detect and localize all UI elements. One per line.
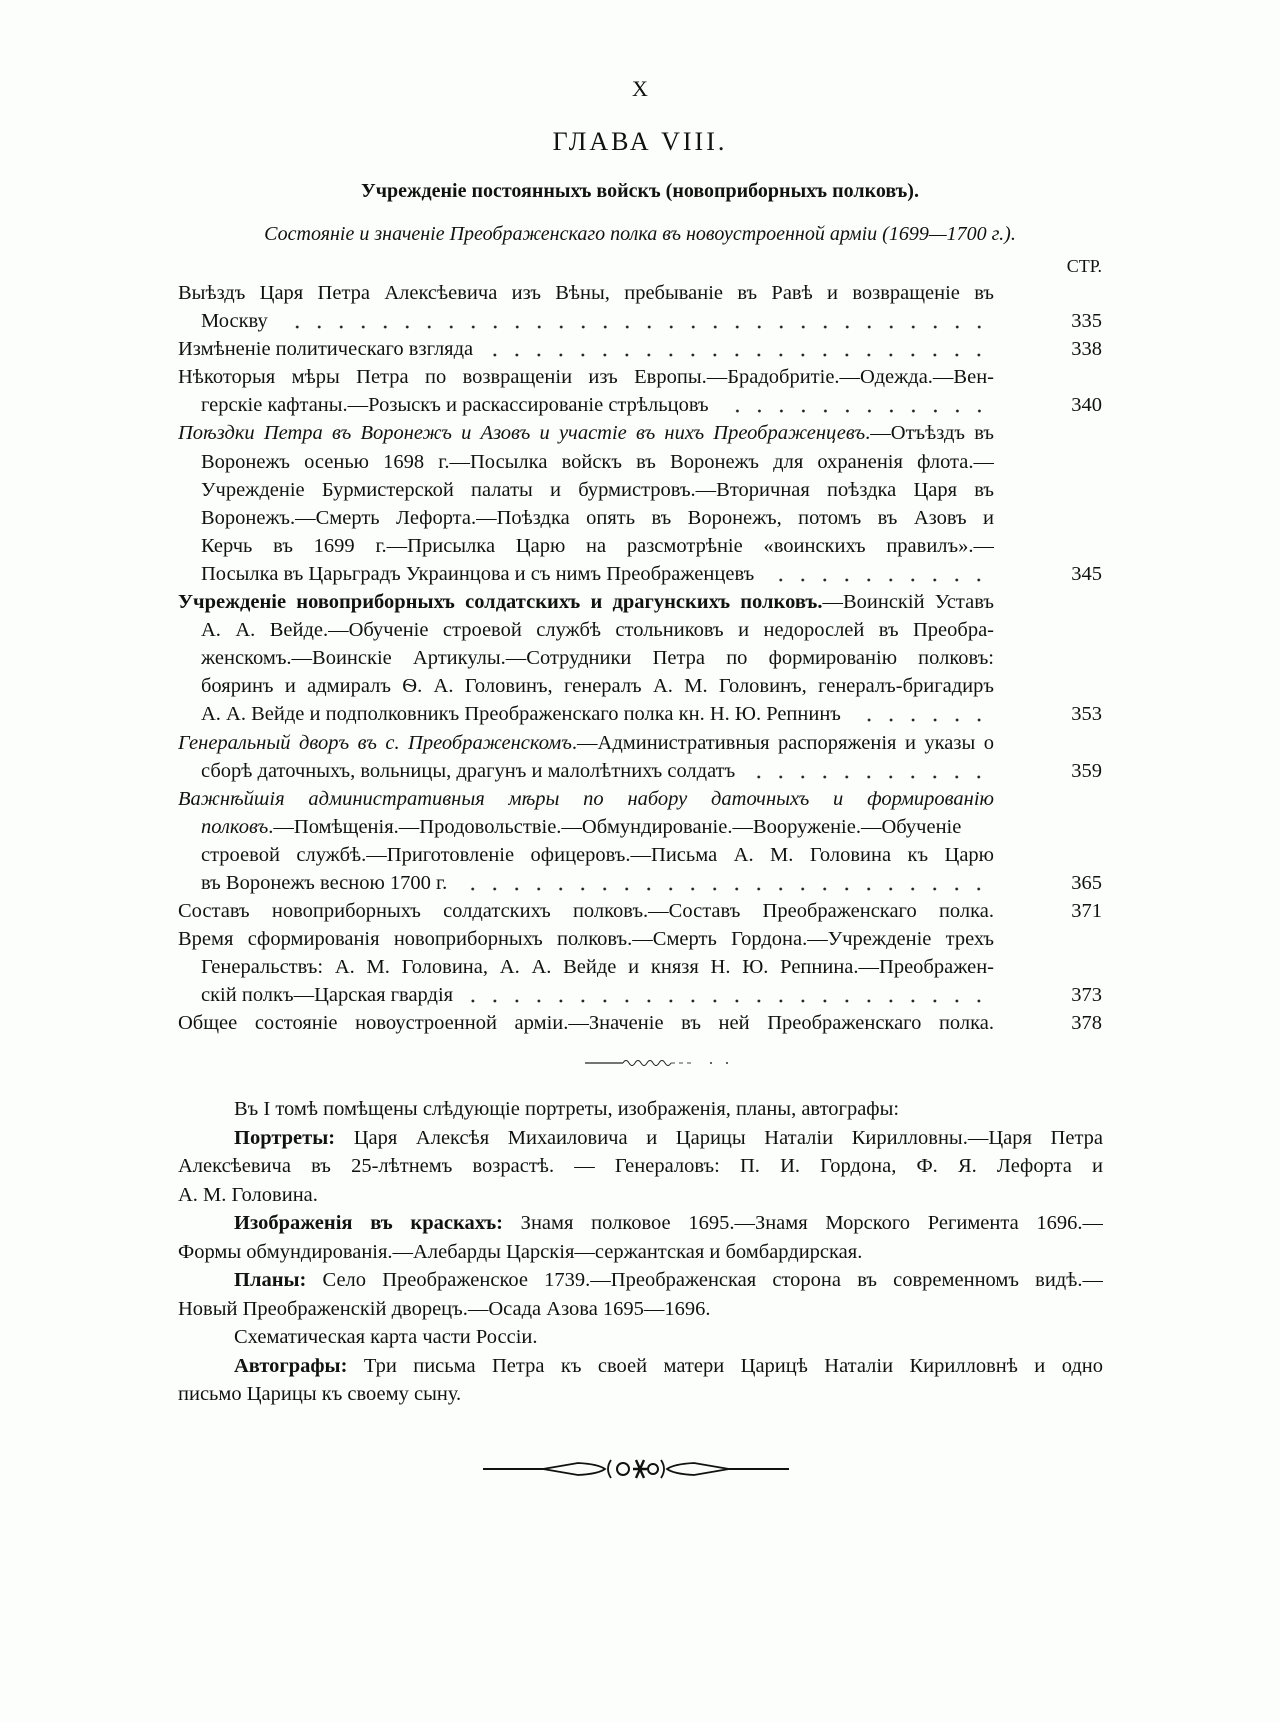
entry-text: Учрежденіе Бурмистерской палаты и бурмистровъ.—Вторичная поѣздка Царя въ xyxy=(201,478,994,501)
entry-text: женскомъ.—Воинскіе Артикулы.—Сотрудники Петра по формированію полковъ: xyxy=(201,647,994,670)
paragraph-line xyxy=(178,1181,1103,1210)
toc-line-text xyxy=(201,869,447,897)
entry-text: Измѣненіе политическаго взгляда xyxy=(178,338,474,361)
entry-text: Посылка въ Царьградъ Украинцова и съ нимъ Преображенцевъ xyxy=(201,562,755,585)
illustrations-paragraph xyxy=(178,1352,1103,1409)
italic-heading-text: полковъ xyxy=(201,815,269,838)
toc-line xyxy=(178,925,1102,953)
entry-text: Генеральствъ: А. М. Головина, А. А. Вейде и князя Н. Ю. Репнина.—Преображен- xyxy=(201,956,994,979)
dot-leader xyxy=(851,700,990,728)
table-of-contents xyxy=(178,279,1102,1038)
toc-entry xyxy=(178,419,1102,588)
entry-text: Въ I томѣ помѣщены слѣдующіе портреты, изображенія, планы, автографы: xyxy=(234,1098,900,1120)
page-number: 353 xyxy=(1071,703,1102,726)
toc-line-text xyxy=(178,897,994,925)
illustrations-paragraph xyxy=(178,1323,1103,1352)
entry-text: строевой службѣ.—Приготовленіе офицеровъ.—Письма А. М. Головина къ Царю xyxy=(201,843,994,866)
toc-line-text xyxy=(201,307,268,335)
toc-entry xyxy=(178,588,1102,728)
toc-line xyxy=(178,1009,1102,1037)
toc-line-text xyxy=(201,532,994,560)
page-number: 340 xyxy=(1071,394,1102,417)
toc-line xyxy=(178,757,1102,785)
toc-line xyxy=(178,644,1102,672)
toc-entry xyxy=(178,785,1102,897)
entry-text: Схематическая карта части Россіи. xyxy=(234,1326,538,1348)
toc-line-text xyxy=(178,729,994,757)
page-number: 359 xyxy=(1071,759,1102,782)
illustrations-paragraph xyxy=(178,1095,1103,1124)
entry-text: Время сформированія новоприборныхъ полковъ.—Смерть Гордона.—Учрежденіе трехъ xyxy=(178,928,994,951)
toc-line-text xyxy=(201,644,994,672)
entry-text: скій полкъ—Царская гвардія xyxy=(201,984,454,1007)
toc-line-text xyxy=(201,672,994,700)
paragraph-line xyxy=(178,1380,1103,1409)
paragraph-line xyxy=(178,1266,1103,1295)
bold-heading-text: Автографы: xyxy=(234,1354,348,1377)
chapter-subtitle: Состояніе и значеніе Преображенскаго полка въ новоустроенной арміи (1699—1700 г.). xyxy=(264,223,1016,245)
toc-entry xyxy=(178,335,1102,363)
toc-line xyxy=(178,419,1102,447)
entry-text: А. А. Вейде.—Обученіе строевой службѣ стольниковъ и недорослей въ Преобра- xyxy=(201,619,994,642)
toc-line-text xyxy=(201,981,453,1009)
italic-heading-text: Поѣздки Петра въ Воронежъ и Азовъ и участіе въ нихъ Преображенцевъ xyxy=(178,422,866,445)
italic-heading-text: Важнѣйшія административныя мѣры по набору даточныхъ и формированію xyxy=(178,787,994,810)
toc-line xyxy=(178,363,1102,391)
toc-line xyxy=(178,897,1102,925)
toc-line-text xyxy=(201,560,754,588)
page-number: 365 xyxy=(1071,871,1102,894)
toc-entry xyxy=(178,279,1102,335)
toc-line xyxy=(178,448,1102,476)
paragraph-line xyxy=(178,1238,1103,1267)
toc-entry xyxy=(178,897,1102,925)
entry-text: герскіе кафтаны.—Розыскъ и раскассированіе стрѣльцовъ xyxy=(201,394,709,417)
illustrations-paragraph xyxy=(178,1209,1103,1266)
entry-text: Село Преображенское 1739.—Преображенская сторона въ современномъ видѣ.— xyxy=(306,1269,1103,1291)
toc-line-text xyxy=(178,335,473,363)
toc-line xyxy=(178,616,1102,644)
entry-text: Составъ новоприборныхъ солдатскихъ полковъ.—Составъ Преображенскаго полка. xyxy=(178,900,994,923)
page-number: 338 xyxy=(1071,338,1102,361)
page-number: 371 xyxy=(1071,900,1102,923)
entry-text: бояринъ и адмиралъ Ѳ. А. Головинъ, генералъ А. М. Головинъ, генералъ-бригадиръ xyxy=(201,675,994,698)
chapter-heading: ГЛАВА VIII. xyxy=(552,127,728,156)
dot-leader xyxy=(719,391,990,419)
toc-line xyxy=(178,504,1102,532)
paragraph-line xyxy=(178,1295,1103,1324)
toc-line-text xyxy=(178,1009,994,1037)
toc-line xyxy=(178,672,1102,700)
toc-line xyxy=(178,869,1102,897)
toc-line-text xyxy=(178,785,994,813)
toc-line xyxy=(178,560,1102,588)
bold-heading-text: Портреты: xyxy=(234,1126,336,1149)
dot-leader xyxy=(463,981,990,1009)
entry-text: .—Административныя распоряженія и указы о xyxy=(571,731,994,754)
entry-text: .—Помѣщенія.—Продовольствіе.—Обмундированіе.—Вооруженіе.—Обученіе xyxy=(268,815,962,838)
entry-text: Алексѣевича въ 25-лѣтнемъ возрастѣ. — Генераловъ: П. И. Гордона, Ф. Я. Лефорта и xyxy=(178,1155,1103,1177)
entry-text: А. М. Головина. xyxy=(178,1183,318,1206)
toc-line xyxy=(178,981,1102,1009)
illustrations-paragraph xyxy=(178,1124,1103,1210)
entry-text: Керчь въ 1699 г.—Присылка Царю на разсмотрѣніе «воинскихъ правилъ».— xyxy=(201,534,994,557)
paragraph-line xyxy=(178,1323,1103,1352)
entry-text: сборѣ даточныхъ, вольницы, драгунъ и малолѣтнихъ солдатъ xyxy=(201,759,736,782)
toc-line-text xyxy=(201,476,994,504)
page-number: 378 xyxy=(1071,1012,1102,1035)
toc-line xyxy=(178,335,1102,363)
toc-line xyxy=(178,391,1102,419)
entry-text: Воронежъ осенью 1698 г.—Посылка войскъ въ Воронежъ для охраненія флота.— xyxy=(201,450,994,473)
paragraph-line xyxy=(178,1152,1103,1181)
toc-line xyxy=(178,953,1102,981)
scroll-tailpiece-icon xyxy=(483,1456,789,1482)
toc-entry xyxy=(178,925,1102,1009)
entry-text: Москву xyxy=(201,310,268,333)
toc-line-text xyxy=(201,841,994,869)
illustrations-paragraph xyxy=(178,1266,1103,1323)
toc-line-text xyxy=(201,448,994,476)
entry-text: .—Отъѣздъ въ xyxy=(865,422,994,445)
entry-text: Нѣкоторыя мѣры Петра по возвращеніи изъ Европы.—Брадобритіе.—Одежда.—Вен- xyxy=(178,366,994,389)
dot-leader xyxy=(278,307,990,335)
paragraph-line xyxy=(178,1209,1103,1238)
toc-entry xyxy=(178,729,1102,785)
toc-line-text xyxy=(178,279,994,307)
toc-line xyxy=(178,729,1102,757)
toc-line xyxy=(178,813,1102,841)
toc-line xyxy=(178,785,1102,813)
paragraph-line xyxy=(178,1095,1103,1124)
entry-text: Новый Преображенскій дворецъ.—Осада Азова 1695—1696. xyxy=(178,1297,711,1320)
toc-line xyxy=(178,532,1102,560)
page-column-label: СТР. xyxy=(1066,256,1102,276)
dot-leader xyxy=(457,869,990,897)
toc-line xyxy=(178,700,1102,728)
toc-line-text xyxy=(178,588,994,616)
bold-heading-text: Изображенія въ краскахъ: xyxy=(234,1212,503,1234)
dot-leader xyxy=(764,560,990,588)
toc-line-text xyxy=(201,953,994,981)
page-number: 345 xyxy=(1071,562,1102,585)
toc-entry xyxy=(178,1009,1102,1037)
entry-text: Царя Алексѣя Михаиловича и Царицы Наталіи Кирилловны.—Царя Петра xyxy=(335,1126,1103,1149)
toc-line xyxy=(178,476,1102,504)
entry-text: въ Воронежъ весною 1700 г. xyxy=(201,871,448,894)
page-number: 335 xyxy=(1071,310,1102,333)
entry-text: Три письма Петра къ своей матери Царицѣ Наталіи Кирилловнѣ и одно xyxy=(347,1354,1103,1377)
toc-line-text xyxy=(201,700,841,728)
dot-leader xyxy=(745,757,990,785)
toc-entry xyxy=(178,363,1102,419)
toc-line xyxy=(178,841,1102,869)
wavy-rule-separator-icon xyxy=(585,1055,735,1071)
entry-text: —Воинскій Уставъ xyxy=(822,591,994,614)
toc-line-text xyxy=(178,419,994,447)
entry-text: Воронежъ.—Смерть Лефорта.—Поѣздка опять въ Воронежъ, потомъ въ Азовъ и xyxy=(201,506,994,529)
toc-line-text xyxy=(178,363,994,391)
toc-line-text xyxy=(201,616,994,644)
entry-text: письмо Царицы къ своему сыну. xyxy=(178,1383,462,1405)
entry-text: Общее состояніе новоустроенной арміи.—Значеніе въ ней Преображенскаго полка. xyxy=(178,1012,994,1035)
dot-leader xyxy=(483,335,990,363)
illustrations-list xyxy=(178,1095,1103,1409)
page-number: 373 xyxy=(1071,984,1102,1007)
toc-line-text xyxy=(201,504,994,532)
paragraph-line xyxy=(178,1124,1103,1153)
toc-line-text xyxy=(201,391,709,419)
paragraph-line xyxy=(178,1352,1103,1381)
toc-line-text xyxy=(201,813,994,841)
toc-line xyxy=(178,279,1102,307)
entry-text: Формы обмундированія.—Алебарды Царскія—сержантская и бомбардирская. xyxy=(178,1240,863,1263)
entry-text: Знамя полковое 1695.—Знамя Морского Регимента 1696.— xyxy=(502,1212,1103,1234)
entry-text: А. А. Вейде и подполковникъ Преображенскаго полка кн. Н. Ю. Репнинъ xyxy=(201,703,841,726)
toc-line xyxy=(178,588,1102,616)
toc-line-text xyxy=(201,757,735,785)
toc-line-text xyxy=(178,925,994,953)
bold-heading-text: Учрежденіе новоприборныхъ солдатскихъ и драгунскихъ полковъ. xyxy=(178,591,823,614)
toc-line xyxy=(178,307,1102,335)
bold-heading-text: Планы: xyxy=(234,1269,307,1291)
entry-text: Выѣздъ Царя Петра Алексѣевича изъ Вѣны, пребываніе въ Равѣ и возвращеніе въ xyxy=(178,282,994,304)
italic-heading-text: Генеральный дворъ въ с. Преображенскомъ xyxy=(178,731,572,754)
chapter-title: Учрежденіе постоянныхъ войскъ (новоприборныхъ полковъ). xyxy=(361,180,919,202)
page-folio: X xyxy=(632,76,648,101)
